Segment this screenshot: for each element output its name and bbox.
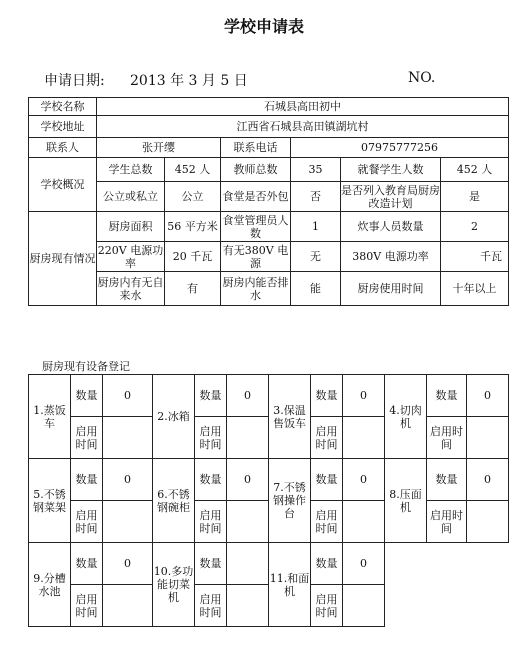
start-time-value — [343, 585, 385, 627]
quantity-value: 0 — [467, 459, 509, 501]
start-time-value — [103, 501, 153, 543]
equipment-item-name: 2.冰箱 — [153, 375, 195, 459]
quantity-label: 数量 — [195, 543, 227, 585]
area-value: 56 平方米 — [165, 212, 221, 242]
equipment-item-name: 11.和面机 — [269, 543, 311, 627]
has380-value: 无 — [291, 242, 341, 272]
power220-value: 20 千瓦 — [165, 242, 221, 272]
start-time-value — [227, 585, 269, 627]
dining-label: 就餐学生人数 — [341, 158, 441, 182]
quantity-label: 数量 — [71, 375, 103, 417]
school-info-table — [28, 97, 509, 306]
drain-label: 厨房内能否排水 — [221, 272, 291, 306]
equipment-item-name: 1.蒸饭车 — [29, 375, 71, 459]
equipment-item-name: 8.压面机 — [385, 459, 427, 543]
school-name-value: 石城县高田初中 — [97, 98, 509, 116]
start-time-label: 启用时间 — [427, 417, 467, 459]
quantity-value: 0 — [103, 375, 153, 417]
canteen-outsourced-label: 食堂是否外包 — [221, 182, 291, 212]
quantity-value: 0 — [103, 543, 153, 585]
overview-label: 学校概况 — [29, 158, 97, 212]
drain-value: 能 — [291, 272, 341, 306]
kitchen-label: 厨房现有情况 — [29, 212, 97, 306]
start-time-label: 启用时间 — [427, 501, 467, 543]
school-address-label: 学校地址 — [29, 116, 97, 138]
managers-label: 食堂管理员人数 — [222, 213, 289, 240]
cooks-label: 炊事人员数量 — [341, 212, 441, 242]
quantity-label: 数量 — [311, 375, 343, 417]
equipment-item-name: 4.切肉机 — [385, 375, 427, 459]
students-label: 学生总数 — [97, 158, 165, 182]
contact-value: 张开缨 — [97, 138, 221, 158]
usage-value: 十年以上 — [441, 272, 509, 306]
managers-value: 1 — [291, 212, 341, 242]
start-time-label: 启用时间 — [311, 417, 343, 459]
usage-label: 厨房使用时间 — [341, 272, 441, 306]
start-time-value — [103, 585, 153, 627]
renovation-label: 是否列入教育局厨房改造计划 — [341, 183, 440, 210]
students-value: 452 人 — [165, 158, 221, 182]
start-time-label: 启用时间 — [195, 501, 227, 543]
start-time-value — [227, 417, 269, 459]
phone-label: 联系电话 — [221, 138, 291, 158]
quantity-label: 数量 — [311, 543, 343, 585]
school-type-value: 公立 — [165, 182, 221, 212]
contact-label: 联系人 — [29, 138, 97, 158]
apply-date-value: 2013 年 3 月 5 日 — [130, 73, 248, 89]
equipment-item-name: 6.不锈钢碗柜 — [153, 459, 195, 543]
quantity-label: 数量 — [71, 543, 103, 585]
water-value: 有 — [165, 272, 221, 306]
equipment-item-name: 5.不锈钢菜架 — [29, 459, 71, 543]
phone-value: 07975777256 — [291, 138, 509, 158]
start-time-label: 启用时间 — [195, 585, 227, 627]
start-time-value — [467, 501, 509, 543]
quantity-label: 数量 — [427, 375, 467, 417]
equipment-item-name: 3.保温售饭车 — [269, 375, 311, 459]
start-time-value — [343, 501, 385, 543]
quantity-value: 0 — [343, 375, 385, 417]
quantity-label: 数量 — [311, 459, 343, 501]
quantity-value: 0 — [467, 375, 509, 417]
quantity-value: 0 — [103, 459, 153, 501]
renovation-value: 是 — [441, 182, 509, 212]
quantity-value — [227, 543, 269, 585]
quantity-label: 数量 — [427, 459, 467, 501]
start-time-label: 启用时间 — [311, 585, 343, 627]
quantity-value: 0 — [343, 459, 385, 501]
equipment-item-name: 10.多功能切菜机 — [153, 543, 195, 627]
quantity-value: 0 — [343, 543, 385, 585]
start-time-label: 启用时间 — [71, 585, 103, 627]
equipment-section-label: 厨房现有设备登记 — [42, 360, 130, 373]
start-time-label: 启用时间 — [195, 417, 227, 459]
teachers-value: 35 — [291, 158, 341, 182]
start-time-value — [467, 417, 509, 459]
start-time-value — [343, 417, 385, 459]
apply-date-label: 申请日期: — [44, 73, 105, 89]
empty-cell — [385, 543, 509, 627]
quantity-value: 0 — [227, 459, 269, 501]
quantity-label: 数量 — [195, 459, 227, 501]
water-label: 厨房内有无自来水 — [97, 272, 165, 306]
school-name-label: 学校名称 — [29, 98, 97, 116]
area-label: 厨房面积 — [97, 212, 165, 242]
form-title: 学校申请表 — [223, 17, 304, 36]
start-time-label: 启用时间 — [71, 417, 103, 459]
start-time-value — [103, 417, 153, 459]
equipment-item-name: 9.分槽水池 — [29, 543, 71, 627]
equipment-table — [28, 374, 509, 627]
school-type-label: 公立或私立 — [97, 182, 165, 212]
teachers-label: 教师总数 — [221, 158, 291, 182]
dining-value: 452 人 — [441, 158, 509, 182]
cooks-value: 2 — [441, 212, 509, 242]
canteen-outsourced-value: 否 — [291, 182, 341, 212]
start-time-label: 启用时间 — [311, 501, 343, 543]
form-number-label: NO. — [408, 70, 436, 86]
quantity-value: 0 — [227, 375, 269, 417]
quantity-label: 数量 — [71, 459, 103, 501]
quantity-label: 数量 — [195, 375, 227, 417]
power380-value: 千瓦 — [441, 242, 509, 272]
start-time-value — [227, 501, 269, 543]
power220-label: 220V 电源功率 — [97, 243, 164, 270]
start-time-label: 启用时间 — [71, 501, 103, 543]
equipment-item-name: 7.不锈钢操作台 — [269, 459, 311, 543]
school-address-value: 江西省石城县高田镇湖坑村 — [97, 116, 509, 138]
power380-label: 380V 电源功率 — [341, 242, 441, 272]
has380-label: 有无380V 电源 — [221, 242, 291, 272]
